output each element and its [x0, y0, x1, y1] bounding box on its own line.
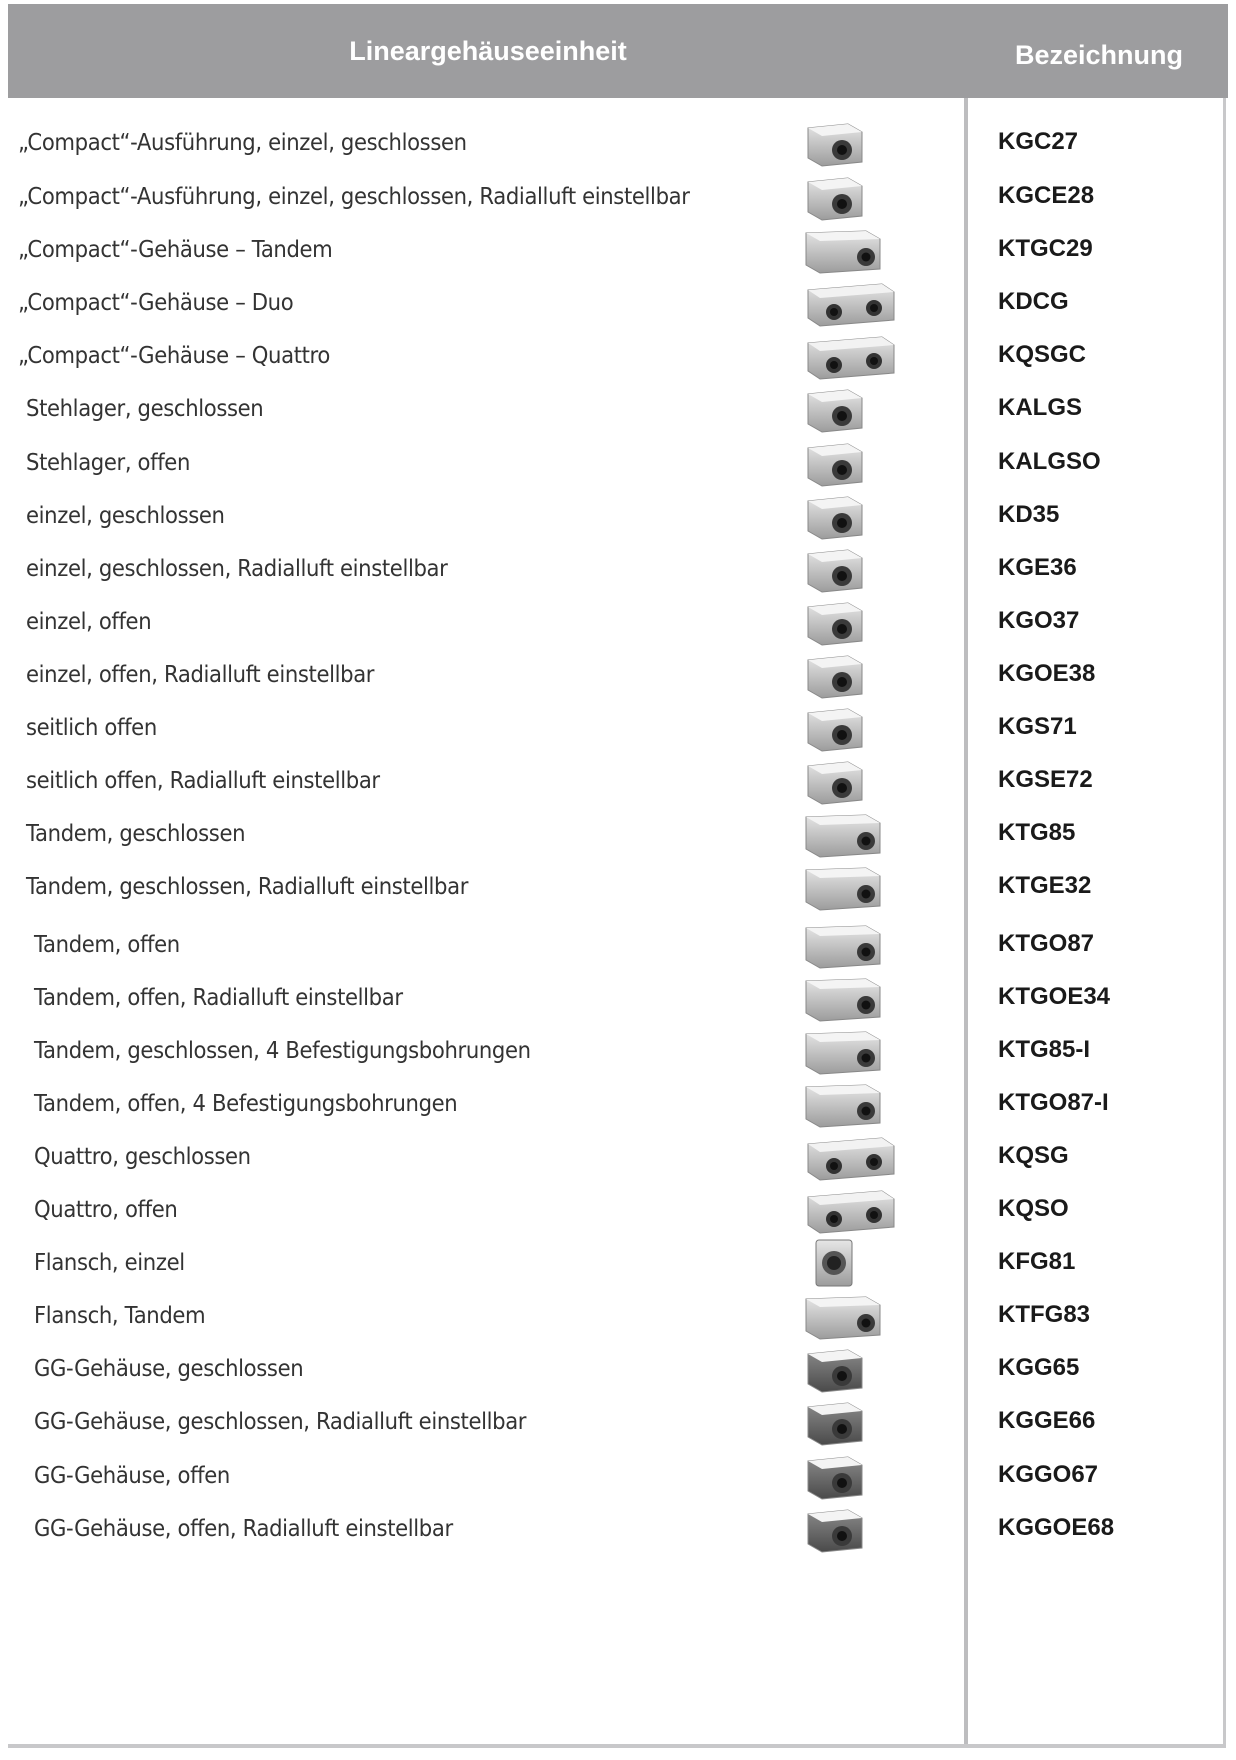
- row-code: KGG65: [998, 1354, 1080, 1381]
- table-row: [8, 858, 1228, 918]
- row-code: KTGC29: [998, 235, 1093, 262]
- pillow-block-closed-icon: [804, 384, 900, 436]
- row-description: GG-Gehäuse, offen, Radialluft einstellbar: [34, 1516, 453, 1542]
- row-code: KGO37: [998, 607, 1080, 634]
- row-description: „Compact“-Gehäuse – Duo: [18, 290, 294, 316]
- row-description: einzel, geschlossen, Radialluft einstellbar: [26, 556, 448, 582]
- table-row: [8, 1181, 1228, 1241]
- table-row: [8, 274, 1228, 334]
- table-row: [8, 487, 1228, 547]
- row-description: Flansch, Tandem: [34, 1303, 206, 1329]
- tandem-open-housing-icon: [804, 920, 900, 972]
- table-row: [8, 805, 1228, 865]
- row-description: einzel, geschlossen: [26, 503, 225, 529]
- side-open-housing-icon: [804, 703, 900, 755]
- product-table: [8, 4, 1228, 1748]
- quattro-closed-housing-icon: [804, 1132, 900, 1184]
- single-closed-adjustable-housing-icon: [804, 544, 900, 596]
- table-row: [8, 221, 1228, 281]
- row-code: KTFG83: [998, 1301, 1091, 1328]
- table-row: [8, 646, 1228, 706]
- cast-iron-open-housing-icon: [804, 1451, 900, 1503]
- table-row: [8, 114, 1228, 174]
- compact-single-closed-housing-icon: [804, 118, 900, 170]
- compact-tandem-housing-icon: [804, 225, 900, 277]
- row-code: KTGE32: [998, 872, 1092, 899]
- row-description: einzel, offen: [26, 609, 152, 635]
- table-row: [8, 1340, 1228, 1400]
- header-code-column: Bezeichnung: [1014, 39, 1183, 70]
- table-row: [8, 1075, 1228, 1135]
- compact-quattro-housing-icon: [804, 331, 900, 383]
- row-description: „Compact“-Ausführung, einzel, geschlossen: [18, 130, 467, 156]
- row-code: KFG81: [998, 1248, 1076, 1275]
- row-description: „Compact“-Ausführung, einzel, geschlossen, Radialluft einstellbar: [18, 184, 690, 210]
- row-description: GG-Gehäuse, geschlossen: [34, 1356, 304, 1382]
- table-row: [8, 1128, 1228, 1188]
- row-code: KGGO67: [998, 1461, 1099, 1488]
- table-row: [8, 380, 1228, 440]
- tandem-closed-adjustable-housing-icon: [804, 862, 900, 914]
- table-row: [8, 1500, 1228, 1560]
- table-right-border: [1223, 98, 1226, 1748]
- single-closed-housing-icon: [804, 491, 900, 543]
- row-description: „Compact“-Gehäuse – Quattro: [18, 343, 330, 369]
- header-title: Lineargehäuseeinheit: [349, 35, 627, 66]
- row-code: KTGOE34: [998, 983, 1111, 1010]
- row-description: Quattro, offen: [34, 1197, 178, 1223]
- row-description: seitlich offen: [26, 715, 157, 741]
- row-code: KALGS: [998, 394, 1082, 421]
- table-row: [8, 434, 1228, 494]
- row-code: KTG85: [998, 819, 1076, 846]
- row-code: KQSGC: [998, 341, 1087, 368]
- cast-iron-closed-adjustable-housing-icon: [804, 1397, 900, 1449]
- table-row: [8, 969, 1228, 1029]
- row-code: KGS71: [998, 713, 1077, 740]
- tandem-closed-housing-icon: [804, 809, 900, 861]
- row-code: KGSE72: [998, 766, 1093, 793]
- column-divider: [964, 98, 968, 1748]
- row-code: KGC27: [998, 128, 1079, 155]
- table-row: [8, 168, 1228, 228]
- row-code: KTGO87-I: [998, 1089, 1109, 1116]
- row-code: KGGE66: [998, 1407, 1096, 1434]
- table-row: [8, 916, 1228, 976]
- side-open-adjustable-housing-icon: [804, 756, 900, 808]
- pillow-block-open-icon: [804, 438, 900, 490]
- row-description: Tandem, offen: [34, 932, 180, 958]
- row-code: KTG85-I: [998, 1036, 1091, 1063]
- cast-iron-open-adjustable-housing-icon: [804, 1504, 900, 1556]
- table-row: [8, 1287, 1228, 1347]
- row-description: Tandem, offen, Radialluft einstellbar: [34, 985, 403, 1011]
- row-code: KGCE28: [998, 182, 1095, 209]
- table-row: [8, 752, 1228, 812]
- tandem-closed-4-holes-housing-icon: [804, 1026, 900, 1078]
- row-description: Tandem, geschlossen, Radialluft einstellbar: [26, 874, 469, 900]
- row-code: KGOE38: [998, 660, 1096, 687]
- flange-single-housing-icon: [804, 1238, 900, 1290]
- row-description: Flansch, einzel: [34, 1250, 185, 1276]
- row-description: „Compact“-Gehäuse – Tandem: [18, 237, 333, 263]
- single-open-housing-icon: [804, 597, 900, 649]
- flange-tandem-housing-icon: [804, 1291, 900, 1343]
- single-open-adjustable-housing-icon: [804, 650, 900, 702]
- table-row: [8, 1022, 1228, 1082]
- compact-single-closed-adjustable-housing-icon: [804, 172, 900, 224]
- row-description: GG-Gehäuse, offen: [34, 1463, 230, 1489]
- row-description: Stehlager, geschlossen: [26, 396, 264, 422]
- cast-iron-closed-housing-icon: [804, 1344, 900, 1396]
- tandem-open-4-holes-housing-icon: [804, 1079, 900, 1131]
- compact-duo-housing-icon: [804, 278, 900, 330]
- table-row: [8, 1234, 1228, 1294]
- table-row: [8, 593, 1228, 653]
- row-code: KQSG: [998, 1142, 1069, 1169]
- row-code: KDCG: [998, 288, 1069, 315]
- row-description: GG-Gehäuse, geschlossen, Radialluft einstellbar: [34, 1409, 527, 1435]
- row-description: seitlich offen, Radialluft einstellbar: [26, 768, 380, 794]
- row-description: Quattro, geschlossen: [34, 1144, 251, 1170]
- row-code: KTGO87: [998, 930, 1095, 957]
- row-description: Tandem, geschlossen: [26, 821, 246, 847]
- table-header: [8, 4, 1228, 98]
- table-row: [8, 1447, 1228, 1507]
- row-code: KD35: [998, 501, 1060, 528]
- row-code: KGE36: [998, 554, 1077, 581]
- tandem-open-adjustable-housing-icon: [804, 973, 900, 1025]
- table-row: [8, 540, 1228, 600]
- table-row: [8, 327, 1228, 387]
- row-description: Stehlager, offen: [26, 450, 191, 476]
- row-code: KALGSO: [998, 448, 1101, 475]
- quattro-open-housing-icon: [804, 1185, 900, 1237]
- row-code: KGGOE68: [998, 1514, 1115, 1541]
- table-row: [8, 699, 1228, 759]
- table-bottom-border: [8, 1744, 1226, 1748]
- row-code: KQSO: [998, 1195, 1069, 1222]
- row-description: einzel, offen, Radialluft einstellbar: [26, 662, 375, 688]
- row-description: Tandem, geschlossen, 4 Befestigungsbohrungen: [34, 1038, 531, 1064]
- row-description: Tandem, offen, 4 Befestigungsbohrungen: [34, 1091, 458, 1117]
- table-row: [8, 1393, 1228, 1453]
